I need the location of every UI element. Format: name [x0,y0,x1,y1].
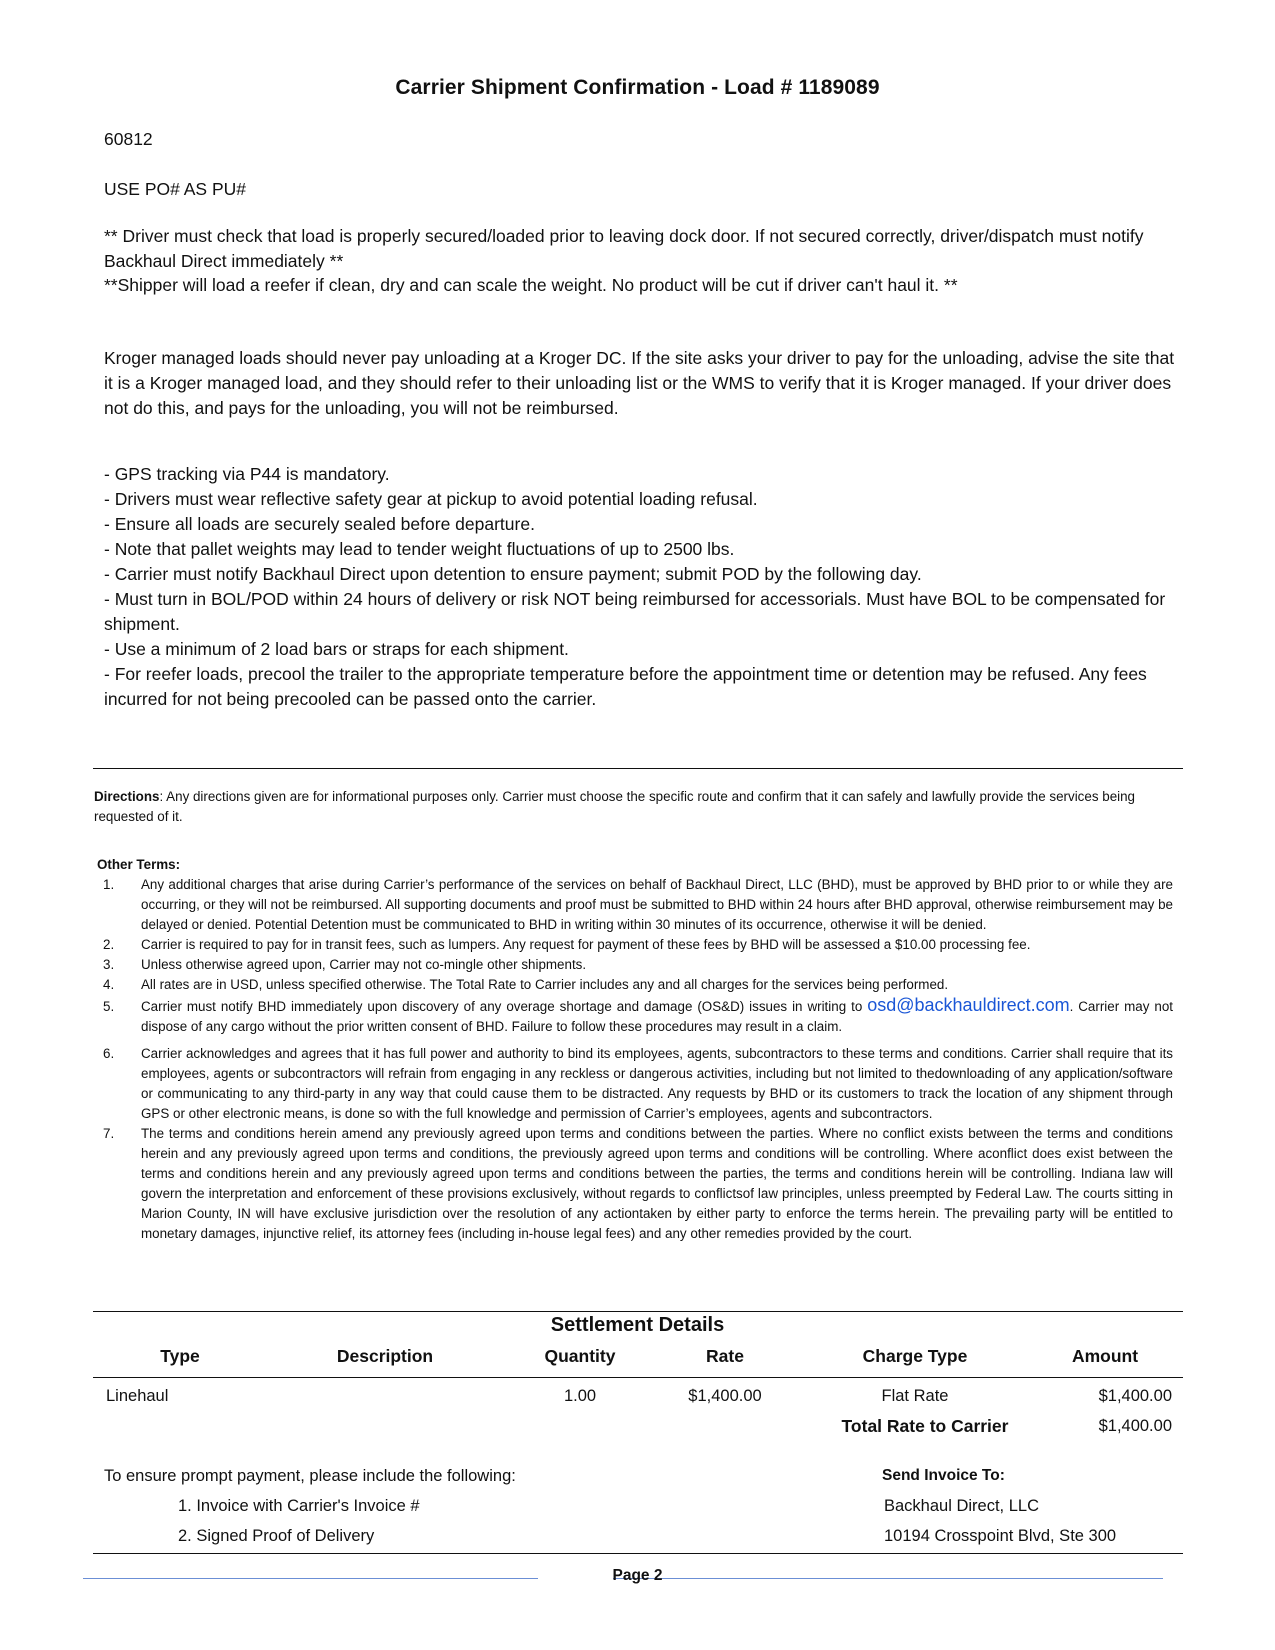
term-number: 5. [103,999,115,1014]
driver-note-reefer: **Shipper will load a reefer if clean, dry and can scale the weight. No product will be cut if driver can't haul it. ** [104,275,958,295]
driver-note-securing: ** Driver must check that load is properly secured/loaded prior to leaving dock door. If not secured correctly, driver/dispatch must notify Backhaul Direct immediately ** [104,226,1144,271]
term-text-end: . Carrier may not dispose of any cargo without the prior written consent of BHD. Failure to follow these procedures may result in a claim. [141,999,1173,1034]
osd-email-link[interactable]: osd@backhauldirect.com [867,995,1070,1015]
row-rate: $1,400.00 [688,1387,762,1405]
directions-paragraph [94,787,1184,827]
page-number: Page 2 [612,1567,663,1584]
table-header-rule [93,1377,1183,1378]
term-text: Carrier acknowledges and agrees that it has full power and authority to bind its employees, agents, subcontractors to these terms and conditions. Carrier shall require that its employees, agents or subcontractors will refrain from engaging in any reckless or dangerous activities, including but not limited to thedownloading of any application/software or communicating to any third-party in any way that could cause them to be distracted. Any requests by BHD or its customers to track the location of any shipment through GPS or other electronic means, is done so with the full knowledge and permission of Carrier’s employees, agents and subcontractors. [141,1046,1173,1121]
column-header-quantity: Quantity [544,1346,616,1366]
term-text: Carrier is required to pay for in transit fees, such as lumpers. Any request for payment of these fees by BHD will be assessed a $10.00 processing fee. [141,937,1031,952]
total-rate-amount: $1,400.00 [1098,1417,1172,1435]
term-item [97,995,1173,1037]
term-item [97,935,1173,955]
invoice-address: 10194 Crosspoint Blvd, Ste 300 [884,1527,1117,1545]
column-header-description: Description [336,1346,434,1366]
terms-list [97,875,1173,1244]
term-text: Unless otherwise agreed upon, Carrier may not co-mingle other shipments. [141,957,587,972]
term-item [97,1124,1173,1244]
invoice-company: Backhaul Direct, LLC [884,1497,1039,1515]
settlement-top-rule [93,1311,1183,1312]
term-number: 2. [103,937,115,952]
directions-text: : Any directions given are for informational purposes only. Carrier must choose the specific route and confirm that it can safely and lawfully provide the services being requested of it. [94,789,1136,824]
term-number: 1. [103,877,115,892]
directions-label: Directions [94,789,160,804]
term-item [97,975,1173,995]
settlement-title: Settlement Details [550,1314,725,1336]
list-item: - Must turn in BOL/POD within 24 hours of delivery or risk NOT being reimbursed for accessorials. Must have BOL to be compensated for shipment. [104,589,1166,634]
po-note: USE PO# AS PU# [104,179,247,199]
list-item: - Carrier must notify Backhaul Direct upon detention to ensure payment; submit POD by the following day. [104,564,922,584]
term-number: 3. [103,957,115,972]
requirements-list [104,462,1184,712]
list-item: - Use a minimum of 2 load bars or straps for each shipment. [104,639,569,659]
kroger-note: Kroger managed loads should never pay unloading at a Kroger DC. If the site asks your driver to pay for the unloading, advise the site that it is a Kroger managed load, and they should refer to their unloading list or the WMS to verify that it is Kroger managed. If your driver does not do this, and pays for the unloading, you will not be reimbursed. [104,348,1175,418]
term-number: 6. [103,1046,115,1061]
reference-number: 60812 [104,129,153,149]
payment-intro: To ensure prompt payment, please include the following: [104,1467,516,1485]
list-item: - Note that pallet weights may lead to tender weight fluctuations of up to 2500 lbs. [104,539,735,559]
document-title: Carrier Shipment Confirmation - Load # 1189089 [395,76,880,99]
list-item: - Drivers must wear reflective safety gear at pickup to avoid potential loading refusal. [104,489,758,509]
total-rate-label: Total Rate to Carrier [841,1416,1009,1436]
row-amount: $1,400.00 [1098,1387,1172,1405]
term-item [97,875,1173,935]
other-terms-heading: Other Terms: [97,857,181,872]
term-text: The terms and conditions herein amend any previously agreed upon terms and conditions between the parties. Where no conflict exists between the terms and conditions herein and any previously agreed upon terms and conditions, the previously agreed upon terms and conditions will be controlling. Where aconflict does exist between the terms and conditions herein and any previously agreed upon terms and conditions between the parties, the terms and conditions herein will be controlling. Indiana law will govern the interpretation and enforcement of these provisions exclusively, without regards to conflictsof law principles, unless preempted by Federal Law. The courts sitting in Marion County, IN will have exclusive jurisdiction over the resolution of any actiontaken by either party to enforce the terms herein. The prevailing party will be entitled to monetary damages, injunctive relief, its attorney fees (including in-house legal fees) and any other remedies provided by the court. [141,1126,1173,1241]
row-charge-type: Flat Rate [881,1387,949,1405]
column-header-rate: Rate [706,1346,744,1366]
column-header-amount: Amount [1071,1346,1139,1366]
list-item: - GPS tracking via P44 is mandatory. [104,464,390,484]
column-header-type: Type [160,1346,200,1366]
column-header-charge-type: Charge Type [862,1346,968,1366]
term-item [97,1044,1173,1124]
row-quantity: 1.00 [563,1387,597,1405]
section-divider [93,768,1183,769]
term-item [97,955,1173,975]
term-text: Any additional charges that arise during Carrier’s performance of the services on behalf of Backhaul Direct, LLC (BHD), must be approved by BHD prior to or while they are occurring, or they will not be reimbursed. All supporting documents and proof must be submitted to BHD within 24 hours after BHD approval, otherwise reimbursement may be delayed or denied. Potential Detention must be communicated to BHD in writing within 30 minutes of its occurrence, otherwise it will be denied. [141,877,1173,932]
term-text: All rates are in USD, unless specified otherwise. The Total Rate to Carrier includes any and all charges for the services being performed. [141,977,949,992]
page-bottom-rule [93,1553,1183,1554]
list-item: - For reefer loads, precool the trailer to the appropriate temperature before the appointment time or detention may be refused. Any fees incurred for not being precooled can be passed onto the carrier. [104,664,1147,709]
list-item: - Ensure all loads are securely sealed before departure. [104,514,535,534]
term-number: 7. [103,1126,115,1141]
term-text-start: Carrier must notify BHD immediately upon discovery of any overage shortage and damage (OS&D) issues in writing to [141,999,868,1014]
payment-item-invoice: 1. Invoice with Carrier's Invoice # [178,1497,420,1515]
term-text [141,995,1173,1037]
payment-item-pod: 2. Signed Proof of Delivery [178,1527,375,1545]
term-number: 4. [103,977,115,992]
send-invoice-label: Send Invoice To: [882,1467,1005,1484]
row-type: Linehaul [106,1387,169,1405]
